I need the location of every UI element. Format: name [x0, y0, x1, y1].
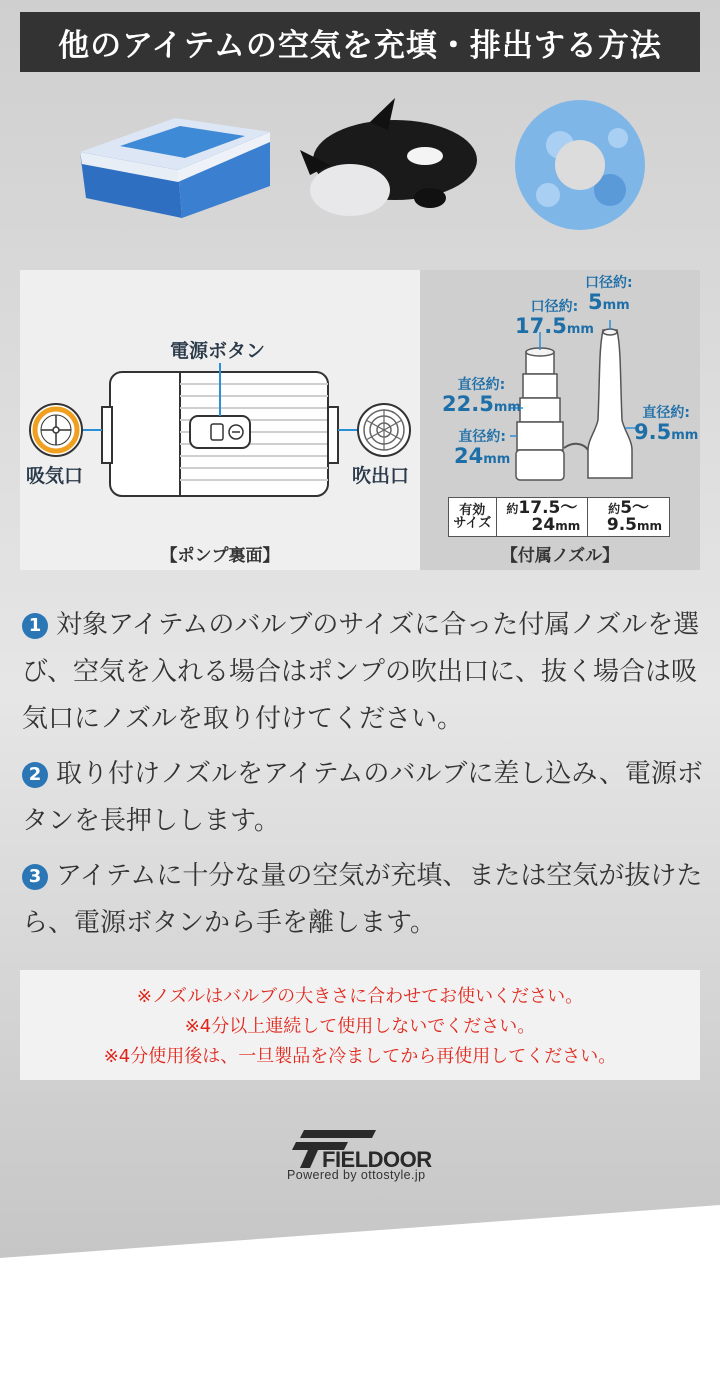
effective-size-header — [449, 498, 497, 537]
effective-size-nozzle-a — [496, 498, 588, 537]
caution-notes — [20, 970, 700, 1080]
outer-diameter-b — [454, 430, 510, 467]
effective-size-nozzle-b — [588, 498, 670, 537]
outer-diameter-a-value: 22.5 — [442, 391, 494, 416]
outer-diameter-b-unit: mm — [483, 451, 511, 467]
pump-back-caption: 【ポンプ裏面】 — [160, 546, 280, 566]
outer-diameter-c — [634, 406, 698, 443]
step-2 — [22, 751, 712, 845]
outer-diameter-c-unit: mm — [671, 427, 699, 443]
mouth-diameter-a — [515, 300, 594, 337]
power-button-label: 電源ボタン — [170, 340, 266, 362]
step-2-number: 2 — [22, 762, 48, 788]
instruction-steps — [22, 602, 712, 955]
step-3-number: 3 — [22, 864, 48, 890]
mouth-diameter-b-value: 5 — [587, 289, 603, 314]
effective-size-a-approx: 約 — [506, 502, 519, 516]
effective-size-header-line2: サイズ — [453, 516, 492, 531]
outer-diameter-a — [442, 378, 521, 415]
outer-diameter-c-value: 9.5 — [634, 419, 672, 444]
caution-note-2: ※4分以上連続して使用しないでください。 — [184, 1016, 536, 1037]
effective-size-a-to: 24 — [531, 515, 556, 535]
step-3 — [22, 853, 712, 947]
step-1 — [22, 602, 712, 743]
product-images — [0, 90, 720, 240]
outer-diameter-b-value: 24 — [454, 443, 484, 468]
effective-size-header-line1: 有効 — [459, 503, 486, 518]
step-3-text: アイテムに十分な量の空気が充填、または空気が抜けたら、電源ボタンから手を離します。 — [22, 861, 703, 938]
effective-size-b-from: 5〜 — [620, 498, 650, 518]
orca-float-image — [300, 98, 477, 216]
intake-label: 吸気口 — [26, 465, 84, 487]
effective-size-a-from: 17.5〜 — [518, 498, 578, 518]
outer-diameter-a-unit: mm — [493, 399, 521, 415]
step-1-text: 対象アイテムのバルブのサイズに合った付属ノズルを選び、空気を入れる場合はポンプの吹出口に、抜く場合は吸気口にノズルを取り付けてください。 — [22, 610, 700, 734]
mouth-diameter-a-value: 17.5 — [515, 313, 567, 338]
mouth-diameter-a-unit: mm — [566, 321, 594, 337]
caution-note-1: ※ノズルはバルブの大きさに合わせてお使いください。 — [136, 986, 584, 1007]
mouth-diameter-b-unit: mm — [602, 297, 630, 313]
pump-diagram — [20, 270, 420, 570]
effective-size-b-approx: 約 — [608, 502, 621, 516]
outer-diameter-b-prefix: 直径約: — [458, 429, 506, 445]
mouth-diameter-b-prefix: 口径約: — [585, 275, 633, 291]
pool-image — [80, 118, 270, 218]
effective-size-b-unit: mm — [636, 519, 662, 533]
pump-back-panel — [20, 270, 420, 570]
outlet-label: 吹出口 — [352, 465, 410, 487]
effective-size-table — [448, 497, 670, 537]
swim-ring-image — [515, 100, 645, 230]
page-title: 他のアイテムの空気を充填・排出する方法 — [20, 12, 700, 72]
step-2-text: 取り付けノズルをアイテムのバルブに差し込み、電源ボタンを長押しします。 — [22, 759, 703, 836]
effective-size-a-unit: mm — [555, 519, 581, 533]
nozzle-caption: 【付属ノズル】 — [500, 546, 620, 566]
brand-name: FIELDOOR — [322, 1147, 432, 1172]
effective-size-b-to: 9.5 — [606, 515, 637, 535]
outer-diameter-c-prefix: 直径約: — [642, 405, 690, 421]
outer-diameter-a-prefix: 直径約: — [457, 377, 506, 393]
step-1-number: 1 — [22, 613, 48, 639]
mouth-diameter-a-prefix: 口径約: — [530, 299, 579, 315]
caution-note-3: ※4分使用後は、一旦製品を冷ましてから再使用してください。 — [103, 1046, 617, 1067]
mouth-diameter-b — [585, 276, 633, 313]
brand-tagline: Powered by ottostyle.jp — [287, 1168, 426, 1182]
